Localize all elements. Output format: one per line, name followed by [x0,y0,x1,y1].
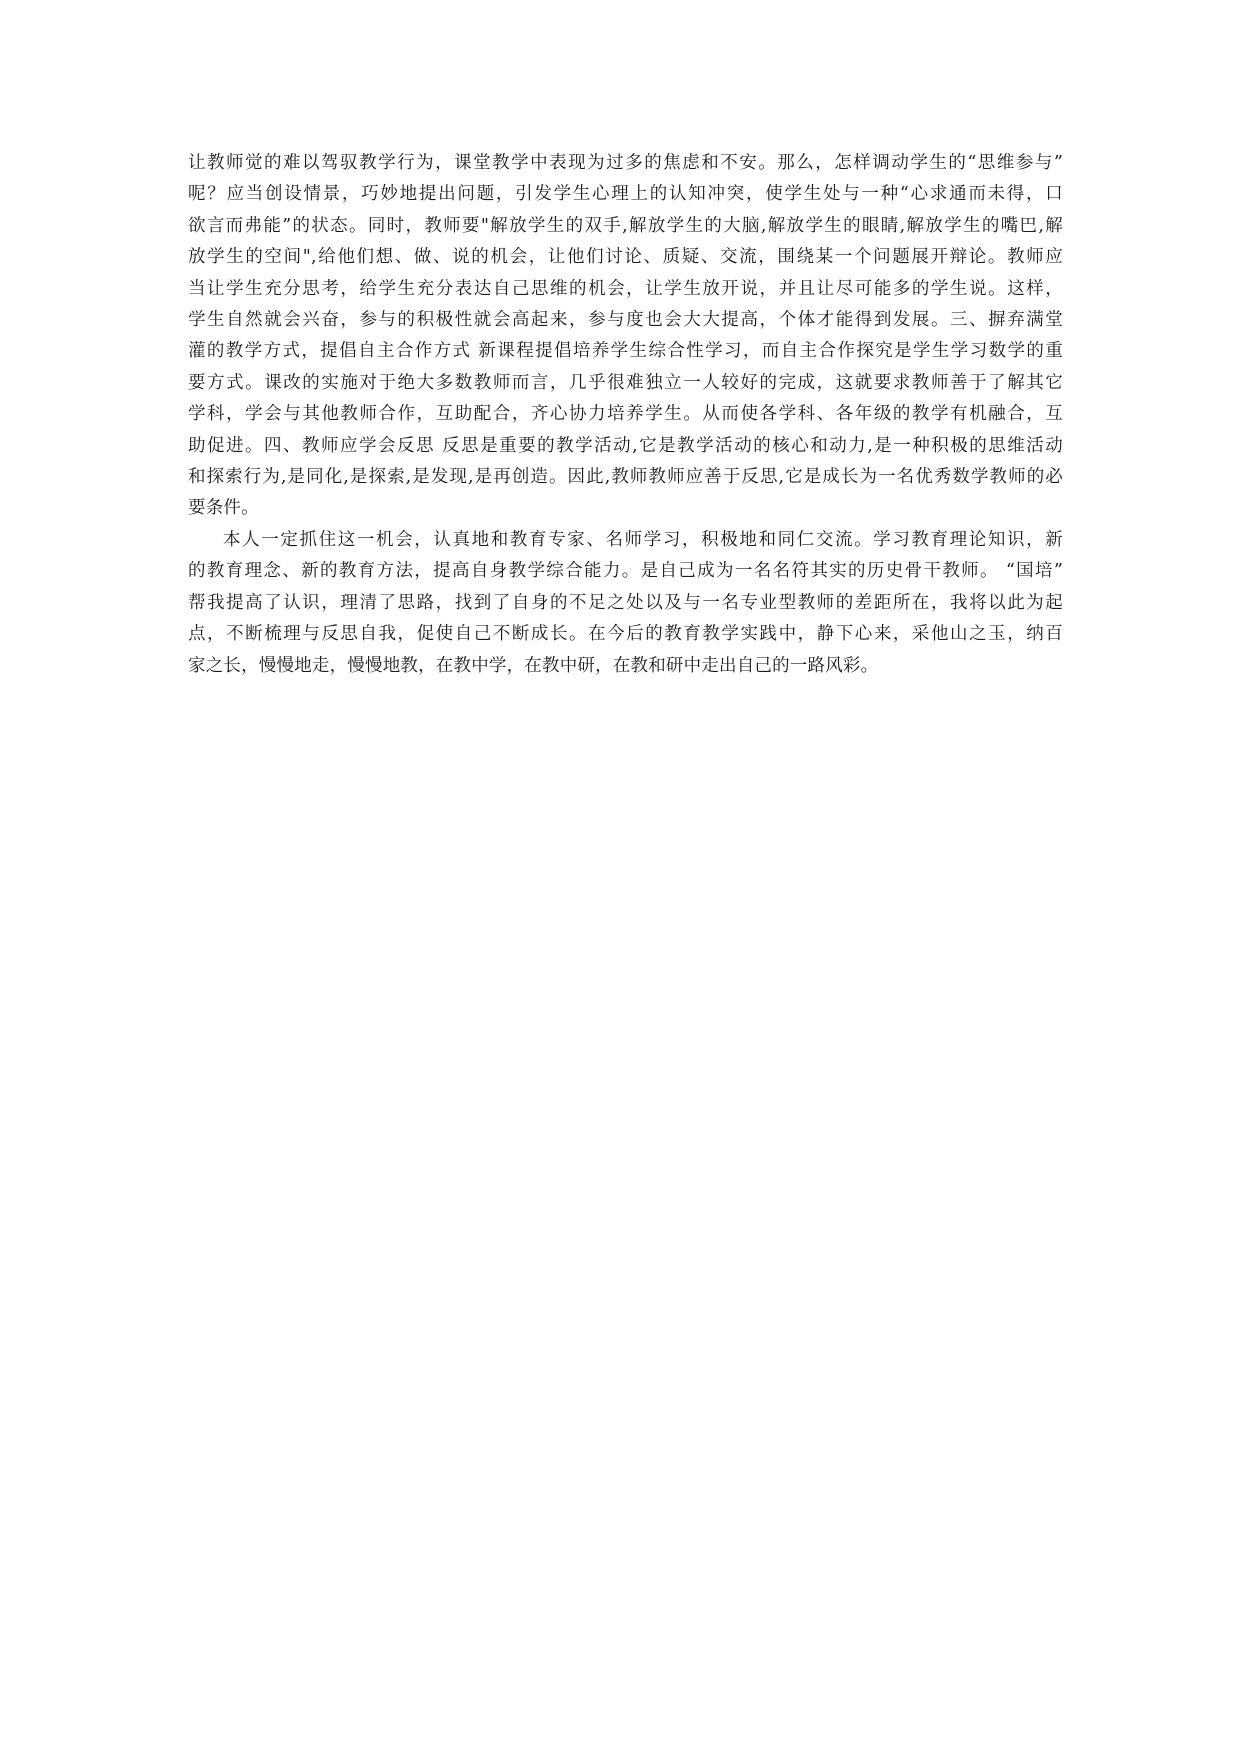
text-line: 点，不断梳理与反思自我，促使自己不断成长。在今后的教育教学实践中，静下心来，采他山之玉，纳百 [188,624,1063,645]
text-line: 和探索行为,是同化,是探索,是发现,是再创造。因此,教师教师应善于反思,它是成长为一名优秀数学教师的必 [188,467,1063,488]
text-line: 帮我提高了认识，理清了思路，找到了自身的不足之处以及与一名专业型教师的差距所在，我将以此为起 [188,592,1063,613]
text-line: 学生自然就会兴奋，参与的积极性就会高起来，参与度也会大大提高，个体才能得到发展。三、摒弃满堂 [188,310,1063,331]
text-line: 助促进。四、教师应学会反思 反思是重要的教学活动,它是教学活动的核心和动力,是一种积极的思维活动 [188,435,1063,456]
text-line: 欲言而弗能”的状态。同时，教师要"解放学生的双手,解放学生的大脑,解放学生的眼睛,解放学生的嘴巴,解 [188,215,1063,236]
text-line: 放学生的空间",给他们想、做、说的机会，让他们讨论、质疑、交流，围绕某一个问题展开辩论。教师应 [188,247,1063,268]
text-line: 当让学生充分思考，给学生充分表达自己思维的机会，让学生放开说，并且让尽可能多的学生说。这样， [188,278,1063,299]
text-line: 要方式。课改的实施对于绝大多数教师而言，几乎很难独立一人较好的完成，这就要求教师善于了解其它 [188,372,1063,393]
text-line: 灌的教学方式，提倡自主合作方式 新课程提倡培养学生综合性学习，而自主合作探究是学生学习数学的重 [188,341,1063,362]
text-line: 让教师觉的难以驾驭教学行为，课堂教学中表现为过多的焦虑和不安。那么，怎样调动学生的“思维参与” [188,153,1063,173]
text-line: 要条件。 [188,498,259,519]
text-line: 的教育理念、新的教育方法，提高自身教学综合能力。是自己成为一名名符其实的历史骨干教师。 “国培” [188,561,1063,582]
text-line: 本人一定抓住这一机会，认真地和教育专家、名师学习，积极地和同仁交流。学习教育理论知识，新 [223,529,1063,550]
text-line: 家之长，慢慢地走，慢慢地教，在教中学，在教中研，在教和研中走出自己的一路风彩。 [188,655,879,676]
text-line: 学科，学会与其他教师合作，互助配合，齐心协力培养学生。从而使各学科、各年级的教学有机融合，互 [188,404,1063,425]
paragraph-2 [188,525,1063,682]
text-line: 呢？应当创设情景，巧妙地提出问题，引发学生心理上的认知冲突，使学生处与一种“心求通而未得，口 [188,184,1063,205]
document-body [188,148,1063,682]
paragraph-1 [188,148,1063,525]
